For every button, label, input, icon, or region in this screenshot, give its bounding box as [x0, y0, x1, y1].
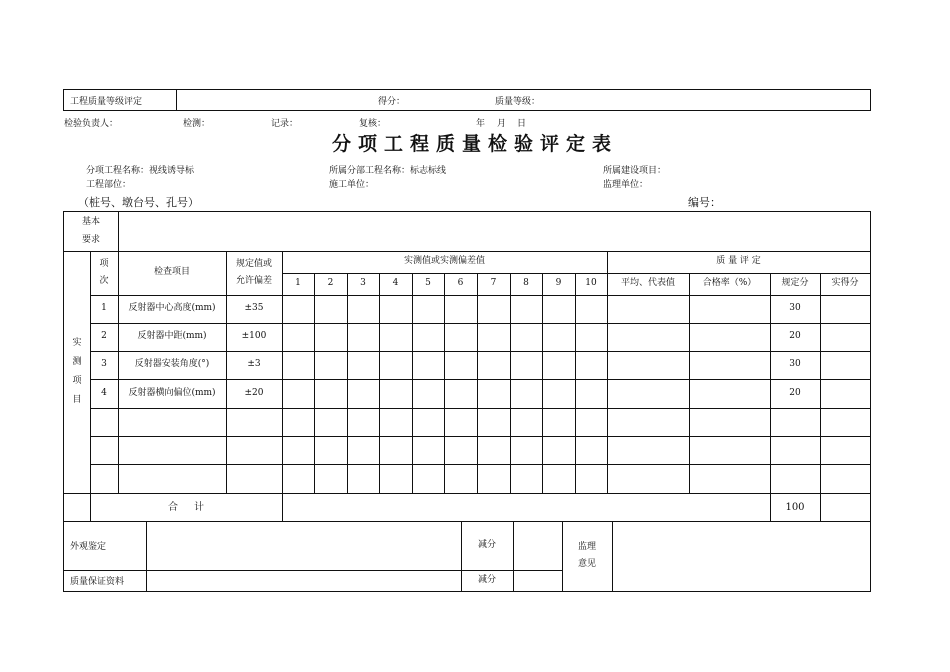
- col-item-header: 检查项目: [153, 267, 190, 278]
- deduct-label-1: 减分: [477, 539, 496, 550]
- basic-requirement-label: [64, 212, 118, 251]
- part-label: 工程部位：: [86, 180, 132, 190]
- grade-evaluation-row: [63, 89, 871, 111]
- row4-score: 20: [789, 387, 801, 398]
- row1-spec: ±35: [244, 303, 264, 314]
- row2-no: 2: [101, 331, 107, 342]
- appearance-label: 外观鉴定: [70, 542, 107, 552]
- measure-col-3: 3: [360, 278, 366, 289]
- grid-line: [90, 408, 870, 409]
- measure-col-2: 2: [327, 278, 334, 289]
- grid-line: [575, 273, 576, 493]
- col-pass-rate-header: 合格率（%）: [702, 278, 757, 289]
- inspector-lead-label: 检验负责人：: [64, 119, 119, 129]
- grid-line: [90, 436, 870, 437]
- deduct-label-2: 减分: [477, 574, 496, 585]
- project-label: 所属建设项目：: [603, 166, 667, 176]
- row3-item: 反射器安装角度(°): [134, 359, 210, 370]
- measure-col-1: 1: [295, 278, 301, 289]
- col-measured-header: 实测值或实测偏差值: [403, 256, 485, 267]
- grid-line: [510, 273, 511, 493]
- score-label: 得分：: [378, 97, 406, 107]
- grade-divider: [176, 90, 177, 110]
- quality-docs-label: 质量保证资料: [70, 577, 125, 587]
- row4-spec: ±20: [244, 387, 264, 398]
- grid-line: [90, 464, 870, 465]
- year-label: 年: [476, 119, 486, 129]
- row2-spec: ±100: [241, 331, 267, 342]
- supervision-opinion-label: 监理 意见: [577, 541, 596, 569]
- month-label: 月: [497, 119, 507, 129]
- tester-label: 检测：: [183, 119, 211, 129]
- measure-col-4: 4: [392, 278, 399, 289]
- col-avg-header: 平均、代表值: [620, 278, 675, 289]
- grid-line: [820, 273, 821, 521]
- col-spec-header: 规定值或 允许偏差: [235, 258, 272, 286]
- serial-no-label: 编号：: [688, 196, 721, 209]
- quality-grade-label: 质量等级：: [495, 97, 541, 107]
- measure-col-10: 10: [585, 278, 597, 289]
- measure-col-8: 8: [523, 278, 529, 289]
- subitem-name: 分项工程名称：视线诱导标: [86, 166, 195, 176]
- row2-score: 20: [789, 331, 801, 342]
- grid-line: [146, 521, 147, 591]
- grid-line: [612, 521, 613, 591]
- row3-spec: ±3: [247, 359, 261, 370]
- col-no-header: 项 次: [99, 258, 109, 286]
- col-quality-header: 质 量 评 定: [716, 256, 761, 267]
- measure-col-7: 7: [490, 278, 497, 289]
- measure-col-5: 5: [425, 278, 431, 289]
- grid-line: [444, 273, 445, 493]
- recorder-label: 记录：: [271, 119, 299, 129]
- row4-item: 反射器横向偏位(mm): [128, 387, 216, 398]
- grid-line: [118, 212, 119, 251]
- grid-line: [689, 273, 690, 493]
- day-label: 日: [517, 119, 527, 129]
- total-score: 100: [785, 501, 805, 513]
- pile-note: （桩号、墩台号、孔号）: [78, 196, 199, 209]
- page-title: 分项工程质量检验评定表: [331, 133, 618, 155]
- grade-label: 工程质量等级评定: [70, 97, 143, 107]
- row3-no: 3: [101, 359, 107, 370]
- grid-line: [314, 273, 315, 493]
- total-label: 合 计: [168, 501, 204, 513]
- grid-line: [513, 521, 514, 591]
- grid-line: [412, 273, 413, 493]
- measured-items-label: 实 测 项 目: [72, 338, 82, 405]
- grid-line: [347, 273, 348, 493]
- row1-item: 反射器中心高度(mm): [128, 303, 216, 314]
- measure-col-9: 9: [555, 278, 562, 289]
- row1-score: 30: [789, 303, 801, 314]
- measure-col-6: 6: [457, 278, 464, 289]
- grid-line: [542, 273, 543, 493]
- supervisor-label: 监理单位：: [603, 180, 649, 190]
- contractor-label: 施工单位：: [329, 180, 375, 190]
- row3-score: 30: [789, 359, 801, 370]
- grid-line: [379, 273, 380, 493]
- col-act-score-header: 实得分: [831, 278, 859, 289]
- reviewer-label: 复核：: [359, 119, 387, 129]
- basic-req-line1: 基本: [81, 217, 100, 228]
- division-name: 所属分部工程名称：标志标线: [329, 166, 447, 176]
- evaluation-table: [63, 211, 871, 592]
- col-std-score-header: 规定分: [781, 278, 809, 289]
- row2-item: 反射器中距(mm): [137, 331, 207, 342]
- grid-line: [477, 273, 478, 493]
- basic-req-line2: 要求: [81, 234, 100, 245]
- row1-no: 1: [101, 303, 107, 314]
- row4-no: 4: [101, 387, 107, 398]
